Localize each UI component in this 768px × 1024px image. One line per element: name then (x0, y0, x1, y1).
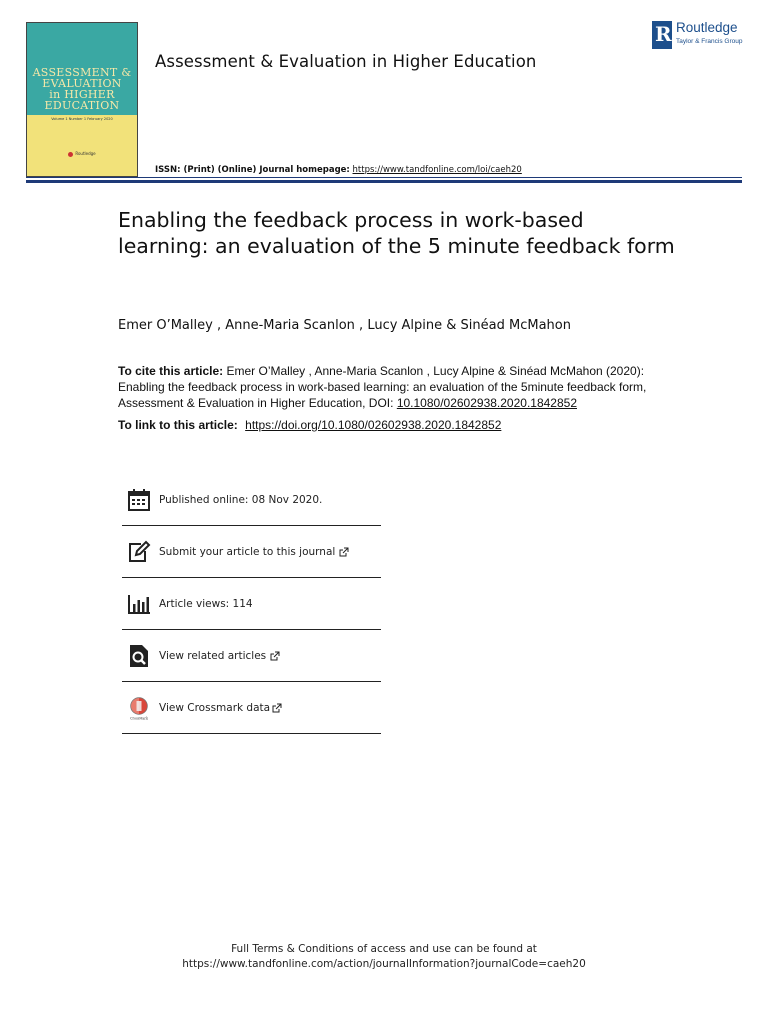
publisher-group: Taylor & Francis Group (676, 38, 743, 45)
article-info-list (122, 474, 381, 734)
crossmark-icon (127, 696, 151, 720)
cover-publisher-logo (27, 151, 137, 157)
issn-label: ISSN: (Print) (Online) Journal homepage: (155, 165, 350, 175)
article-authors: Emer O’Malley , Anne-Maria Scanlon , Lucy Alpine & Sinéad McMahon (118, 318, 571, 333)
submit-article-text: Submit your article to this journal (159, 545, 336, 558)
header-divider-thin (26, 177, 742, 178)
citation-block (118, 363, 658, 411)
submit-article-row[interactable] (122, 526, 381, 578)
article-link-line (118, 418, 658, 432)
journal-cover (26, 22, 138, 177)
routledge-r-letter: R (655, 22, 672, 46)
footer-terms-url[interactable]: https://www.tandfonline.com/action/journalInformation?journalCode=caeh20 (182, 958, 586, 970)
publisher-name: Routledge (676, 20, 738, 35)
crossmark-icon-text: CrossMark (130, 716, 148, 720)
article-views-text: Article views: 114 (159, 597, 253, 610)
submit-article-link[interactable] (159, 546, 349, 558)
cover-title (27, 67, 137, 111)
issn-line (155, 165, 522, 175)
footer-terms (0, 942, 768, 972)
cover-logo-icon (68, 152, 73, 157)
related-articles-link[interactable] (159, 650, 280, 662)
article-title: Enabling the feedback process in work-based learning: an evaluation of the 5 minute feedback form (118, 208, 675, 258)
cover-title-line: EVALUATION (42, 77, 122, 90)
article-doi-url[interactable]: https://doi.org/10.1080/02602938.2020.1842852 (245, 418, 502, 432)
external-link-icon (272, 703, 282, 713)
published-online-text: Published online: 08 Nov 2020. (159, 493, 323, 506)
cover-title-line: EDUCATION (44, 99, 120, 112)
citation-text: Emer O’Malley , Anne-Maria Scanlon , Lucy Alpine & Sinéad McMahon (2020): Enabling the feedback process in work-based learning: an evaluation of the 5minute feedback form, Assessment & Evaluation in Higher Education, DOI: (118, 364, 647, 410)
routledge-r-icon (652, 21, 672, 49)
citation-doi-link[interactable]: 10.1080/02602938.2020.1842852 (396, 396, 577, 410)
crossmark-row[interactable] (122, 682, 381, 734)
calendar-icon (127, 488, 151, 512)
related-articles-text: View related articles (159, 649, 267, 662)
cover-title-line: in HIGHER (49, 88, 115, 101)
published-online-row (122, 474, 381, 526)
bar-chart-icon (127, 592, 151, 616)
article-views-row (122, 578, 381, 630)
crossmark-link[interactable] (159, 702, 282, 714)
footer-terms-text: Full Terms & Conditions of access and use can be found at (231, 943, 537, 955)
cover-bottom-panel (27, 115, 137, 176)
journal-title: Assessment & Evaluation in Higher Education (155, 52, 537, 71)
article-link-label: To link to this article: (118, 418, 238, 432)
edit-icon (127, 540, 151, 564)
cover-title-line: ASSESSMENT & (32, 66, 132, 79)
journal-homepage-link[interactable]: https://www.tandfonline.com/loi/caeh20 (352, 165, 522, 175)
cover-publisher: Routledge (75, 151, 96, 156)
header-divider (26, 180, 742, 183)
citation-label: To cite this article: (118, 364, 224, 378)
external-link-icon (339, 547, 349, 557)
routledge-logo[interactable] (652, 21, 748, 51)
related-search-icon (127, 644, 151, 668)
crossmark-text: View Crossmark data (159, 701, 271, 714)
cover-subline: Volume 1 Number 1 February 2020 (51, 117, 113, 121)
external-link-icon (270, 651, 280, 661)
related-articles-row[interactable] (122, 630, 381, 682)
